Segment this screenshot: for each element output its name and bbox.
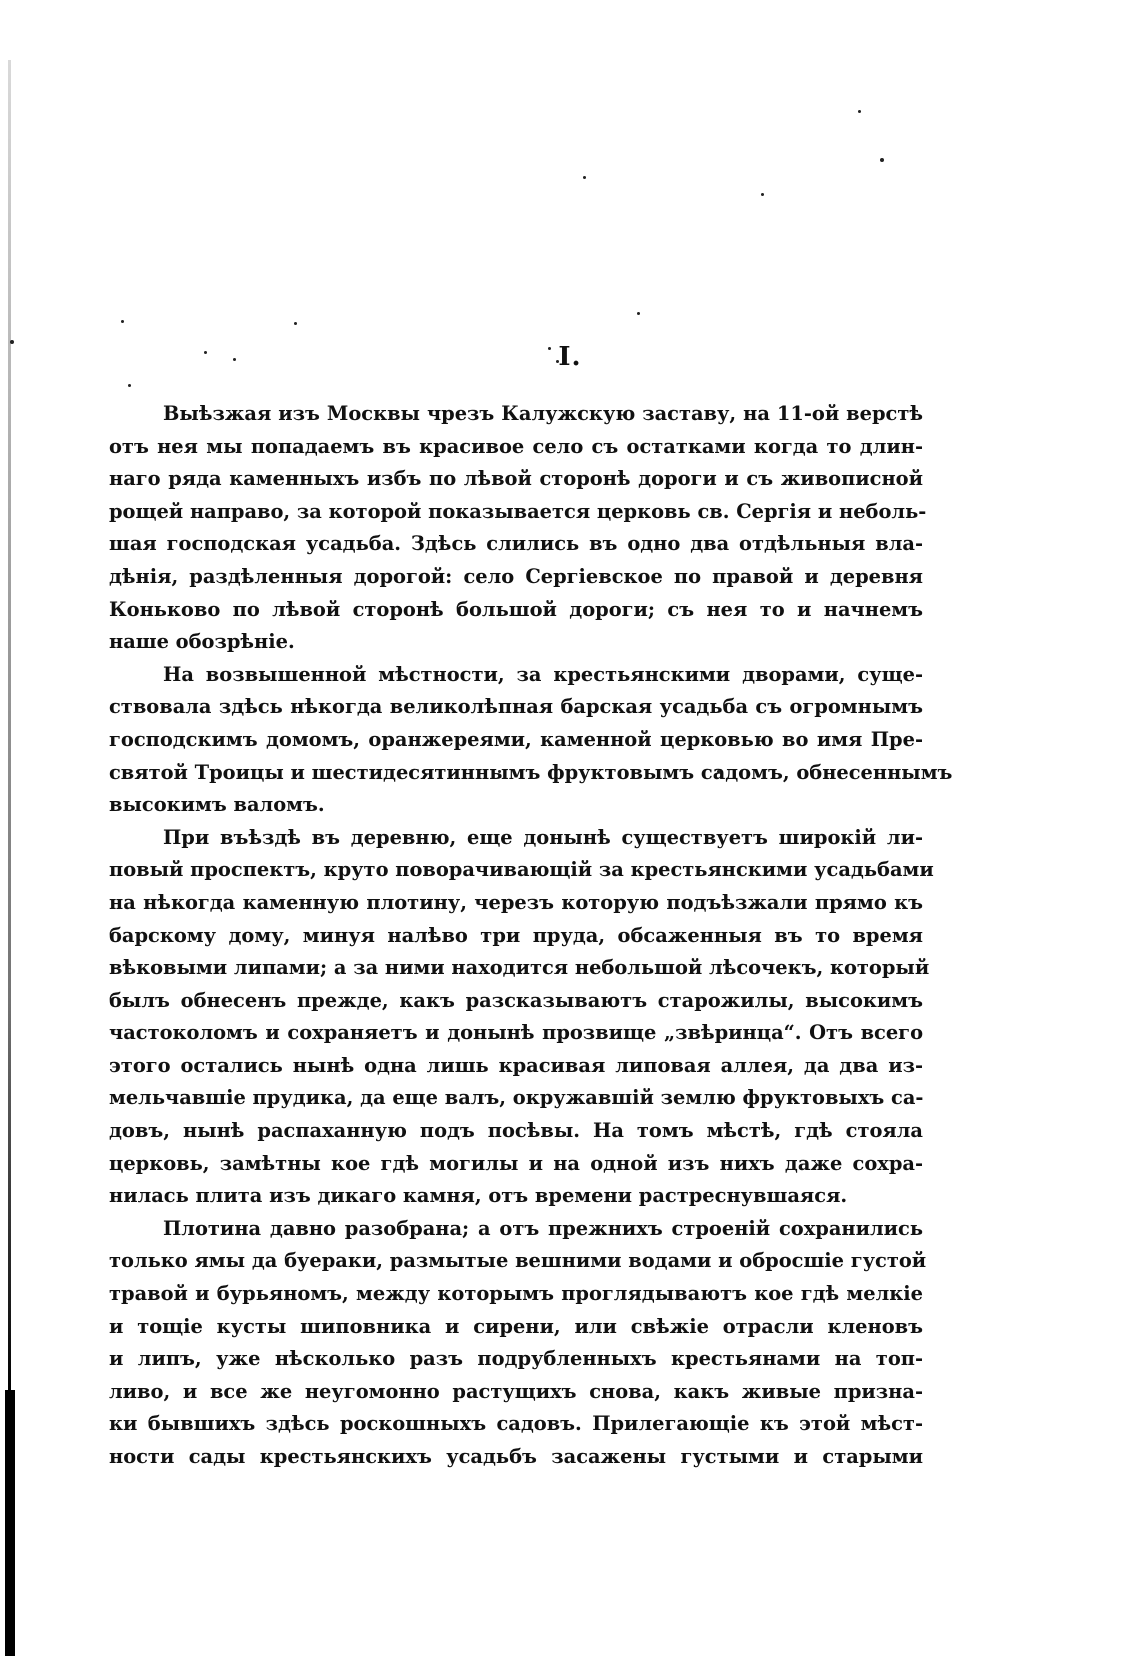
text-line: барскому дому, минуя налѣво три пруда, обсаженныя въ то время bbox=[109, 923, 923, 947]
text-line: довъ, нынѣ распаханную подъ посѣвы. На томъ мѣстѣ, гдѣ стояла bbox=[109, 1119, 923, 1143]
text-line: нилась плита изъ дикаго камня, отъ времени растреснувшаяся. bbox=[109, 1184, 848, 1208]
text-line: вѣковыми липами; а за ними находится небольшой лѣсочекъ, который bbox=[109, 956, 930, 980]
paragraph bbox=[109, 822, 934, 1213]
text-line: наго ряда каменныхъ избъ по лѣвой сторонѣ дороги и съ живописной bbox=[109, 467, 923, 491]
text-line: ствовала здѣсь нѣкогда великолѣпная барская усадьба съ огромнымъ bbox=[109, 695, 923, 719]
text-line: и тощіе кусты шиповника и сирени, или свѣжіе отрасли кленовъ bbox=[109, 1314, 923, 1338]
text-line: На возвышенной мѣстности, за крестьянскими дворами, суще- bbox=[163, 662, 923, 686]
text-line: частоколомъ и сохраняетъ и донынѣ прозвище „звѣринца“. Отъ всего bbox=[109, 1021, 923, 1045]
text-line: рощей направо, за которой показывается церковь св. Сергія и неболь- bbox=[109, 499, 927, 523]
scan-speck bbox=[121, 320, 124, 323]
text-line: святой Троицы и шестидесятиннымъ фруктовымъ садомъ, обнесеннымъ bbox=[109, 760, 953, 784]
scan-edge-bar bbox=[5, 1390, 15, 1656]
scan-speck bbox=[858, 110, 861, 113]
paragraph bbox=[109, 398, 927, 659]
text-line: При въѣздѣ въ деревню, еще донынѣ существуетъ широкій ли- bbox=[163, 825, 923, 849]
text-line: наше обозрѣніе. bbox=[109, 630, 295, 654]
scan-speck bbox=[583, 176, 586, 179]
paragraph bbox=[109, 1213, 927, 1474]
text-line: ности сады крестьянскихъ усадьбъ засажены густыми и старыми bbox=[109, 1445, 923, 1468]
scan-speck bbox=[294, 322, 297, 325]
text-line: Выѣзжая изъ Москвы чрезъ Калужскую заставу, на 11-ой верстѣ bbox=[163, 402, 923, 425]
text-line: церковь, замѣтны кое гдѣ могилы и на одной изъ нихъ даже сохра- bbox=[109, 1151, 923, 1175]
text-line: мельчавшіе прудика, да еще валъ, окружавшій землю фруктовыхъ са- bbox=[109, 1086, 924, 1110]
text-line: ливо, и все же неугомонно растущихъ снова, какъ живые призна- bbox=[109, 1379, 923, 1403]
text-line: шая господская усадьба. Здѣсь слились въ одно два отдѣльныя вла- bbox=[109, 532, 923, 556]
paragraph bbox=[109, 659, 953, 822]
text-line: былъ обнесенъ прежде, какъ разсказываютъ старожилы, высокимъ bbox=[109, 988, 923, 1012]
text-line: на нѣкогда каменную плотину, черезъ которую подъѣзжали прямо къ bbox=[109, 890, 923, 914]
text-line: высокимъ валомъ. bbox=[109, 793, 325, 817]
text-line: только ямы да буераки, размытые вешними водами и обросшіе густой bbox=[109, 1249, 927, 1273]
scan-speck bbox=[761, 193, 764, 196]
text-line: травой и бурьяномъ, между которымъ проглядываютъ кое гдѣ мелкіе bbox=[109, 1282, 923, 1306]
text-line: дѣнія, раздѣленныя дорогой: село Сергіевское по правой и деревня bbox=[109, 564, 923, 588]
text-line: этого остались нынѣ одна лишь красивая липовая аллея, да два из- bbox=[109, 1053, 923, 1077]
text-line: и липъ, уже нѣсколько разъ подрубленныхъ крестьянами на топ- bbox=[109, 1347, 923, 1371]
chapter-heading: I. bbox=[558, 342, 582, 372]
text-line: господскимъ домомъ, оранжереями, каменной церковью во имя Пре- bbox=[109, 727, 923, 751]
scan-speck bbox=[637, 312, 640, 315]
text-line: Коньково по лѣвой сторонѣ большой дороги; съ нея то и начнемъ bbox=[109, 597, 923, 621]
scan-speck bbox=[128, 384, 131, 387]
text-line: повый проспектъ, круто поворачивающій за крестьянскими усадьбами bbox=[109, 858, 934, 882]
chapter-text bbox=[109, 398, 953, 1474]
scan-speck bbox=[880, 158, 884, 162]
text-line: отъ нея мы попадаемъ въ красивое село съ остатками когда то длин- bbox=[109, 434, 923, 458]
text-line: ки бывшихъ здѣсь роскошныхъ садовъ. Прилегающіе къ этой мѣст- bbox=[109, 1412, 923, 1436]
text-line: Плотина давно разобрана; а отъ прежнихъ строеній сохранились bbox=[163, 1216, 923, 1240]
